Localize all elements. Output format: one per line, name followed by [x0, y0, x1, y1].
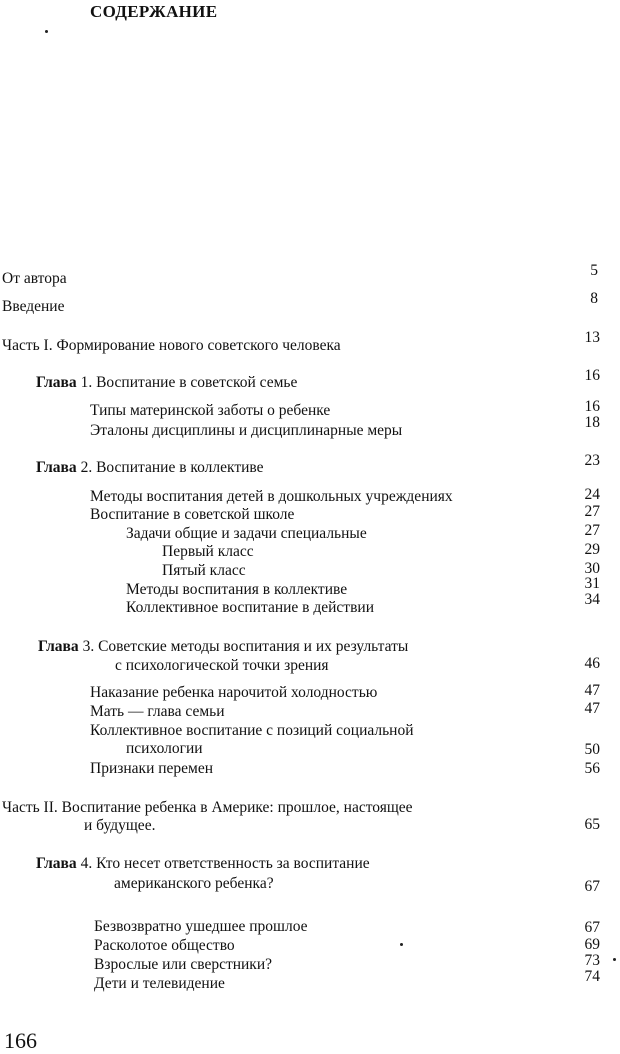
toc-entry-text: Типы материнской заботы о ребенке	[90, 402, 331, 419]
toc-entry-text: Эталоны дисциплины и дисциплинарные меры	[90, 422, 403, 439]
chapter-title: 3. Советские методы воспитания и их результаты	[82, 638, 409, 655]
toc-entry-text: Расколотое общество	[94, 937, 235, 954]
toc-entry-text: Воспитание в советской школе	[90, 506, 295, 523]
toc-entry-text: Коллективное воспитание с позиций социальной	[90, 722, 414, 739]
toc-entry-page: 23	[584, 452, 600, 469]
toc-entry-continuation: психологии	[126, 740, 203, 757]
toc-entry-page: 65	[584, 816, 600, 833]
toc-part-heading: Часть II. Воспитание ребенка в Америке: прошлое, настоящее	[2, 799, 413, 816]
toc-entry-page: 18	[584, 414, 600, 431]
chapter-label: Глава	[36, 374, 77, 391]
toc-entry-page: 50	[584, 741, 600, 758]
toc-entry-text: Наказание ребенка нарочитой холодностью	[90, 684, 378, 701]
toc-entry-text: Задачи общие и задачи специальные	[126, 525, 367, 542]
toc-entry-page: 8	[590, 290, 598, 307]
page-number: 166	[4, 1028, 37, 1053]
chapter-label: Глава	[38, 638, 79, 655]
toc-entry-page: 47	[584, 700, 600, 717]
toc-entry-text: От автора	[2, 270, 67, 287]
toc-entry-text: Пятый класс	[162, 562, 246, 579]
toc-entry-page: 47	[584, 682, 600, 699]
toc-entry-text: Коллективное воспитание в действии	[126, 599, 374, 616]
toc-entry-page: 16	[584, 367, 600, 384]
print-speck	[400, 943, 403, 946]
toc-entry-page: 56	[584, 760, 600, 777]
toc-entry-text: Дети и телевидение	[94, 975, 225, 992]
toc-entry-text: Безвозвратно ушедшее прошлое	[94, 918, 308, 935]
toc-entry-text: Взрослые или сверстники?	[94, 956, 273, 973]
chapter-title-continuation: американского ребенка?	[114, 875, 274, 892]
toc-entry-page: 5	[590, 262, 598, 279]
toc-entry-text: Введение	[2, 298, 65, 315]
chapter-title: 2. Воспитание в коллективе	[80, 459, 264, 476]
toc-entry-page: 46	[584, 655, 600, 672]
chapter-label: Глава	[36, 855, 77, 872]
toc-entry-page: 27	[584, 522, 600, 539]
toc-chapter-heading	[36, 459, 264, 477]
toc-entry-text: Первый класс	[162, 543, 254, 560]
toc-entry-text: Признаки перемен	[90, 760, 214, 777]
toc-entry-text: Мать — глава семьи	[90, 703, 225, 720]
toc-part-heading: Часть I. Формирование нового советского человека	[2, 337, 341, 354]
toc-entry-page: 73	[584, 952, 600, 969]
chapter-title: 4. Кто несет ответственность за воспитание	[80, 855, 370, 872]
print-speck	[45, 30, 48, 33]
toc-entry-page: 27	[584, 503, 600, 520]
page-title: СОДЕРЖАНИЕ	[90, 2, 218, 21]
toc-entry-page: 34	[584, 591, 600, 608]
toc-entry-text: Методы воспитания детей в дошкольных учреждениях	[90, 488, 453, 505]
toc-part-heading-continuation: и будущее.	[84, 817, 156, 834]
toc-entry-page: 67	[584, 878, 600, 895]
toc-entry-page: 69	[584, 936, 600, 953]
toc-entry-page: 31	[584, 575, 600, 592]
toc-entry-page: 30	[584, 560, 600, 577]
toc-entry-page: 24	[584, 486, 600, 503]
chapter-title: 1. Воспитание в советской семье	[80, 374, 298, 391]
toc-chapter-heading	[36, 374, 297, 392]
print-speck	[613, 958, 616, 961]
chapter-label: Глава	[36, 459, 77, 476]
toc-entry-page: 74	[584, 968, 600, 985]
toc-chapter-heading	[36, 855, 370, 873]
toc-entry-page: 29	[584, 541, 600, 558]
toc-entry-page: 67	[584, 919, 600, 936]
toc-chapter-heading	[38, 638, 408, 656]
toc-entry-page: 13	[584, 329, 600, 346]
toc-entry-page: 16	[584, 398, 600, 415]
chapter-title-continuation: с психологической точки зрения	[115, 657, 329, 674]
toc-entry-text: Методы воспитания в коллективе	[126, 581, 348, 598]
